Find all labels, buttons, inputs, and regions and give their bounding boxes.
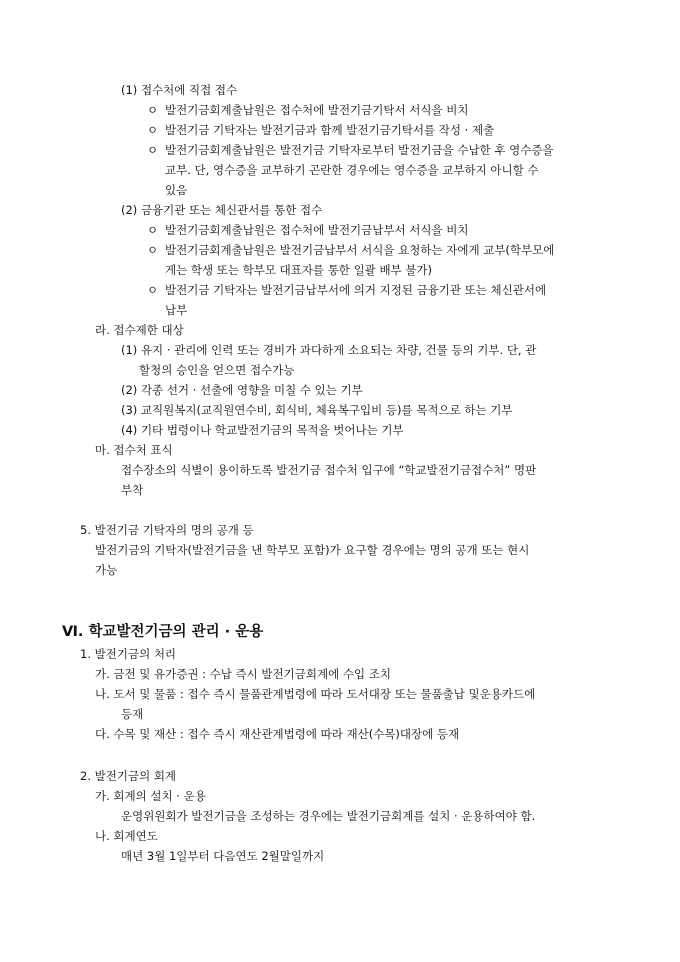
circle-bullet-icon: ㅇ <box>147 123 159 137</box>
bullet-text: 발전기금 기탁자는 발전기금납부서에 의거 지정된 금융기관 또는 체신관서에 <box>165 283 547 297</box>
bullet-item <box>147 121 494 139</box>
bullet-text-continuation: 납부 <box>165 303 188 317</box>
bullet-text: 발전기금회계출납원은 접수처에 발전기금납부서 서식을 비치 <box>165 223 469 237</box>
section-5-title: 5. 발전기금 기탁자의 명의 공개 등 <box>80 523 254 537</box>
circle-bullet-icon: ㅇ <box>147 243 159 257</box>
bullet-text-continuation: 교부. 단, 영수증을 교부하기 곤란한 경우에는 영수증을 교부하지 아니할 수 <box>165 163 539 177</box>
section-ma-title: 마. 접수처 표식 <box>95 443 173 457</box>
restriction-item-2: (2) 각종 선거 · 선출에 영향을 미칠 수 있는 기부 <box>121 383 363 397</box>
circle-bullet-icon: ㅇ <box>147 143 159 157</box>
chapter-6-item-2-title: 2. 발전기금의 회계 <box>80 769 177 783</box>
processing-item-da: 다. 수목 및 재산 : 접수 즉시 재산관계법령에 따라 재산(수목)대장에 등재 <box>95 727 460 741</box>
bullet-text: 발전기금회계출납원은 접수처에 발전기금기탁서 서식을 비치 <box>165 103 469 117</box>
section-5-text-continuation: 가능 <box>95 563 118 577</box>
accounting-item-na: 나. 회계연도 <box>95 829 158 843</box>
bullet-item <box>147 101 468 119</box>
bullet-text-continuation: 있음 <box>165 183 188 197</box>
bullet-item <box>147 241 554 259</box>
accounting-item-na-text: 매년 3월 1일부터 다음연도 2월말일까지 <box>121 849 325 863</box>
circle-bullet-icon: ㅇ <box>147 103 159 117</box>
section-ma-text: 접수장소의 식별이 용이하도록 발전기금 접수처 입구에 “학교발전기금접수처” 명판 <box>121 463 537 477</box>
section-5-text: 발전기금의 기탁자(발전기금을 낸 학부모 포함)가 요구할 경우에는 명의 공개 또는 현시 <box>95 543 530 557</box>
restriction-item-1: (1) 유지 · 관리에 인력 또는 경비가 과다하게 소요되는 차량, 건물 등의 기부. 단, 관 <box>121 343 537 357</box>
chapter-6-item-1-title: 1. 발전기금의 처리 <box>80 647 177 661</box>
bullet-item <box>147 281 546 299</box>
item-2-title: (2) 금융기관 또는 체신관서를 통한 접수 <box>121 203 323 217</box>
section-ra-title: 라. 접수제한 대상 <box>95 323 184 337</box>
restriction-item-3: (3) 교직원복지(교직원연수비, 회식비, 체육복구입비 등)를 목적으로 하는 기부 <box>121 403 513 417</box>
bullet-text: 발전기금 기탁자는 발전기금과 함께 발전기금기탁서를 작성 · 제출 <box>165 123 495 137</box>
bullet-item <box>147 221 468 239</box>
item-1-title: (1) 접수처에 직접 접수 <box>121 83 238 97</box>
accounting-item-ga-text: 운영위원회가 발전기금을 조성하는 경우에는 발전기금회계를 설치 · 운용하여야 함. <box>121 809 536 823</box>
accounting-item-ga: 가. 회계의 설치 · 운용 <box>95 789 206 803</box>
bullet-text: 발전기금회계출납원은 발전기금 기탁자로부터 발전기금을 수납한 후 영수증을 <box>165 143 554 157</box>
processing-item-ga: 가. 금전 및 유가증권 : 수납 즉시 발전기금회계에 수입 조치 <box>95 667 391 681</box>
restriction-item-1-continuation: 할청의 승인을 얻으면 접수가능 <box>139 363 295 377</box>
section-ma-text-continuation: 부착 <box>121 483 144 497</box>
processing-item-na-continuation: 등재 <box>121 707 144 721</box>
processing-item-na: 나. 도서 및 물품 : 접수 즉시 물품관계법령에 따라 도서대장 또는 물품출납 및운용카드에 <box>95 687 536 701</box>
restriction-item-4: (4) 기타 법령이나 학교발전기금의 목적을 벗어나는 기부 <box>121 423 404 437</box>
circle-bullet-icon: ㅇ <box>147 283 159 297</box>
bullet-item <box>147 141 554 159</box>
circle-bullet-icon: ㅇ <box>147 223 159 237</box>
chapter-6-heading: Ⅵ. 학교발전기금의 관리 · 운용 <box>62 624 264 640</box>
bullet-text-continuation: 게는 학생 또는 학부모 대표자를 통한 일괄 배부 불가) <box>165 263 433 277</box>
bullet-text: 발전기금회계출납원은 발전기금납부서 서식을 요청하는 자에게 교부(학부모에 <box>165 243 555 257</box>
